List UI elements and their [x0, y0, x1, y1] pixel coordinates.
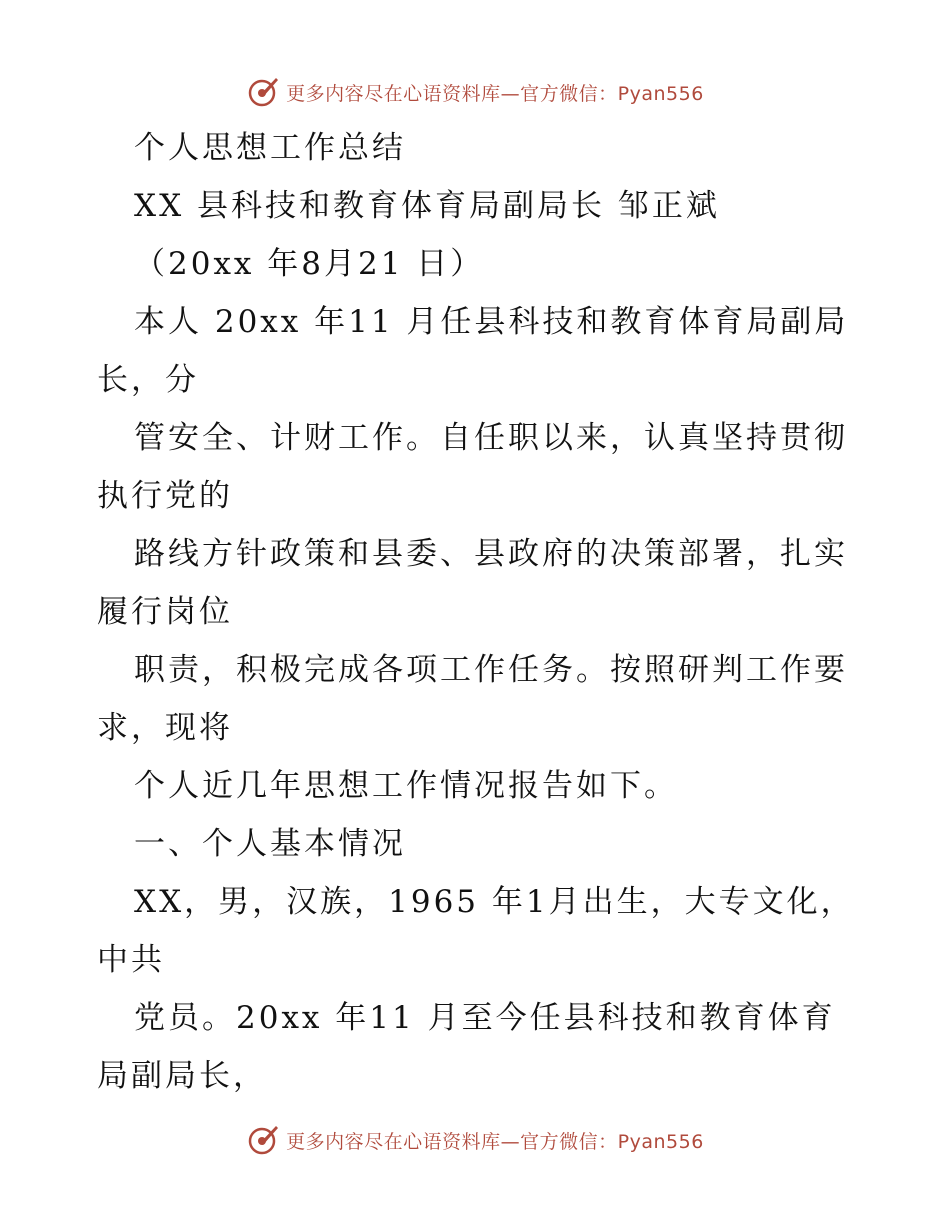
document-title: 个人思想工作总结	[134, 130, 406, 166]
paragraph-line: 履行岗位	[97, 594, 233, 630]
paragraph-line: 职责，积极完成各项工作任务。按照研判工作要	[134, 652, 848, 688]
watermark-text: 更多内容尽在心语资料库—官方微信：Pyan556	[286, 82, 704, 105]
paragraph-line: 局副局长，	[97, 1058, 267, 1094]
author-line: XX 县科技和教育体育局副局长 邹正斌	[134, 188, 720, 224]
paragraph-line: 中共	[97, 942, 165, 978]
paragraph-line: 求，现将	[97, 710, 233, 746]
watermark-header	[0, 72, 950, 112]
watermark-text: 更多内容尽在心语资料库—官方微信：Pyan556	[286, 1130, 704, 1153]
paragraph-line: XX，男，汉族，1965 年1月出生，大专文化，	[134, 884, 855, 920]
section-heading: 一、个人基本情况	[134, 826, 406, 862]
paragraph-line: 个人近几年思想工作情况报告如下。	[134, 768, 678, 804]
paragraph-line: 路线方针政策和县委、县政府的决策部署，扎实	[134, 536, 848, 572]
date-line: （20xx 年8月21 日）	[134, 246, 485, 282]
watermark-footer	[0, 1120, 950, 1160]
paragraph-line: 执行党的	[97, 478, 233, 514]
quill-logo-icon	[246, 75, 280, 109]
paragraph-line: 本人 20xx 年11 月任县科技和教育体育局副局	[134, 304, 849, 340]
paragraph-line: 长，分	[97, 362, 199, 398]
paragraph-line: 党员。20xx 年11 月至今任县科技和教育体育	[134, 1000, 836, 1036]
quill-logo-icon	[246, 1123, 280, 1157]
paragraph-line: 管安全、计财工作。自任职以来，认真坚持贯彻	[134, 420, 848, 456]
